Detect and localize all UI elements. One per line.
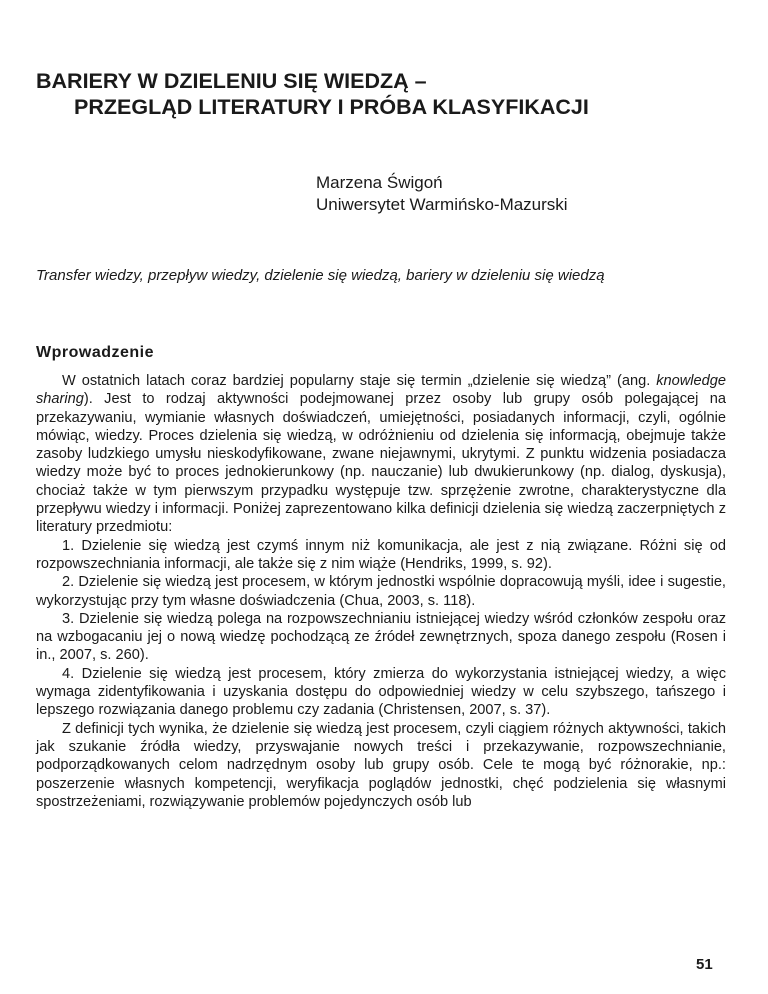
section-heading: Wprowadzenie	[36, 344, 155, 361]
page-number: 51	[696, 956, 713, 973]
article-body	[36, 372, 726, 811]
article-title	[36, 68, 726, 120]
author-block	[316, 172, 568, 216]
intro-paragraph	[36, 372, 726, 537]
definition-1: 1. Dzielenie się wiedzą jest czymś innym niż komunikacja, ale jest z nią związane. Różni się od rozpowszechniania informacji, ale także się z nim wiąże (Hendriks, 1999, s. 92).	[36, 537, 726, 572]
definition-3: 3. Dzielenie się wiedzą polega na rozpowszechnianiu istniejącej wiedzy wśród członków zespołu oraz na wzbogacaniu jej o nową wiedzę pochodzącą ze źródeł zewnętrznych, spoza danego zespołu (Rosen i in., 2007, s. 260).	[36, 610, 726, 664]
author-name: Marzena Świgoń	[316, 173, 443, 192]
title-line-1: BARIERY W DZIELENIU SIĘ WIEDZĄ –	[36, 69, 427, 93]
definition-2: 2. Dzielenie się wiedzą jest procesem, w którym jednostki wspólnie dopracowują myśli, idee i sugestie, wykorzystując przy tym własne doświadczenia (Chua, 2003, s. 118).	[36, 574, 726, 609]
title-line-2: PRZEGLĄD LITERATURY I PRÓBA KLASYFIKACJI	[74, 95, 589, 119]
conclusion-paragraph: Z definicji tych wynika, że dzielenie się wiedzą jest procesem, czyli ciągiem różnych aktywności, takich jak szukanie źródła wiedzy, przyswajanie nowych treści i przekazywanie, rozpowszechnianie, podporządkowanych celom nadrzędnym osoby lub grupy osób. Cele te mogą być różnorakie, np.: poszerzenie własnych kompetencji, weryfikacja poglądów jednostki, chęć podzielenia się własnymi spostrzeżeniami, rozwiązywanie problemów pojedynczych osób lub	[36, 720, 726, 810]
author-affiliation: Uniwersytet Warmińsko-Mazurski	[316, 195, 568, 214]
intro-text-a: W ostatnich latach coraz bardziej popularny staje się termin „dzielenie się wiedzą” (ang.	[62, 373, 657, 389]
definition-4: 4. Dzielenie się wiedzą jest procesem, który zmierza do wykorzystania istniejącej wiedzy, a więc wymaga zidentyfikowania i uzyskania dostępu do odpowiedniej wiedzy w celu szybszego, tańszego i lepszego rozwiązania danego problemu czy zadania (Christensen, 2007, s. 37).	[36, 665, 726, 719]
intro-term-english: knowledge sharing	[36, 373, 726, 408]
intro-text-b: ). Jest to rodzaj aktywności podejmowanej przez osoby lub grupy osób polegającej na przekazywaniu, wymianie własnych doświadczeń, umiejętności, posiadanych informacji, czyli, ogólnie mówiąc, wiedzy. Proces dzielenia się wiedzą, w odróżnieniu od dzielenia się informacją, obejmuje także zasoby ludzkiego umysłu nieskodyfikowane, zwane niejawnymi, ukrytymi. Z punktu widzenia posiadacza wiedzy może być to proces jednokierunkowy (np. nauczanie) lub dwukierunkowy (np. dialog, dyskusja), chociaż także w tym pierwszym przypadku występuje tzw. sprzężenie zwrotne, charakterystyczne dla przepływu wiedzy i informacji. Poniżej zaprezentowano kilka definicji dzielenia się wiedzą zaczerpniętych z literatury przedmiotu:	[36, 391, 726, 536]
keywords: Transfer wiedzy, przepływ wiedzy, dzielenie się wiedzą, bariery w dzieleniu się wiedzą	[36, 267, 605, 284]
